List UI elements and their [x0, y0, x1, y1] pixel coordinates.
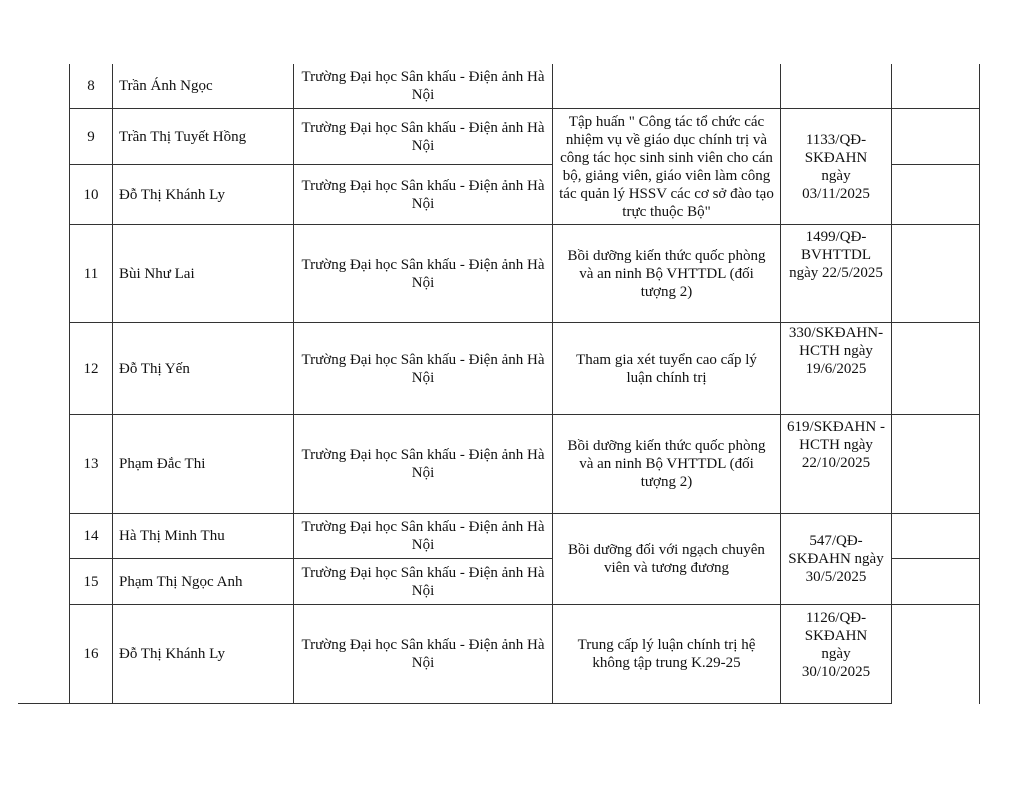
person-name: Bùi Như Lai	[119, 265, 195, 282]
row-number: 10	[83, 186, 99, 203]
school-name	[294, 225, 552, 322]
school-text: Trường Đại học Sân khấu - Điện ảnh Hà Nội	[301, 256, 545, 291]
decision-number	[781, 415, 891, 475]
decision-text: 1133/QĐ-SKĐAHN ngày 03/11/2025	[802, 131, 870, 202]
person-name: Trần Thị Tuyết Hồng	[119, 128, 247, 145]
school-name	[294, 165, 552, 224]
row-number: 8	[87, 78, 95, 94]
row-number: 16	[83, 646, 99, 662]
row-number: 13	[83, 456, 99, 472]
person-name: Đỗ Thị Khánh Ly	[119, 646, 225, 662]
training-content	[553, 605, 780, 703]
training-content-text: Bồi dưỡng kiến thức quốc phòng và an ninh Bộ VHTTDL (đối tượng 2)	[567, 438, 766, 490]
training-content-text: Bồi dưỡng kiến thức quốc phòng và an ninh Bộ VHTTDL (đối tượng 2)	[567, 247, 766, 300]
decision-number	[781, 109, 891, 224]
school-name	[294, 64, 552, 108]
person-name: Hà Thị Minh Thu	[119, 528, 225, 544]
training-content	[553, 323, 780, 414]
row-border-partial	[891, 558, 980, 559]
row-border-partial	[891, 164, 980, 165]
school-text: Trường Đại học Sân khấu - Điện ảnh Hà Nội	[301, 119, 545, 154]
decision-text: 1499/QĐ-BVHTTDL ngày 22/5/2025	[789, 229, 883, 281]
school-text: Trường Đại học Sân khấu - Điện ảnh Hà Nội	[301, 519, 545, 553]
decision-number	[781, 514, 891, 604]
person-name: Phạm Thị Ngọc Anh	[119, 573, 243, 590]
decision-number	[781, 225, 891, 285]
row-number: 15	[83, 573, 99, 590]
school-name	[294, 323, 552, 414]
decision-text: 547/QĐ-SKĐAHN ngày 30/5/2025	[788, 533, 884, 585]
training-content-text: Tham gia xét tuyển cao cấp lý luận chính trị	[576, 351, 757, 386]
training-content-text: Tập huấn " Công tác tổ chức các nhiệm vụ về giáo dục chính trị và công tác học sinh sinh viên cho cán bộ, giảng viên, giáo viên làm công tác quản lý HSSV các cơ sở đào tạo trực thuộc Bộ"	[559, 113, 774, 220]
decision-number	[781, 605, 891, 685]
col-border-right	[979, 64, 980, 704]
col-border-decision	[891, 64, 892, 704]
training-content	[553, 109, 780, 224]
decision-number	[781, 323, 891, 379]
training-content-text: Bồi dưỡng đối với ngạch chuyên viên và tương đương	[568, 542, 765, 576]
school-name	[294, 514, 552, 558]
decision-text: 1126/QĐ-SKĐAHN ngày 30/10/2025	[801, 610, 871, 680]
school-text: Trường Đại học Sân khấu - Điện ảnh Hà Nội	[301, 637, 545, 671]
person-name: Phạm Đắc Thi	[119, 456, 206, 472]
school-text: Trường Đại học Sân khấu - Điện ảnh Hà Nội	[301, 177, 545, 212]
row-number: 14	[83, 528, 99, 544]
decision-text: 619/SKĐAHN - HCTH ngày 22/10/2025	[787, 419, 885, 471]
training-content	[553, 514, 780, 604]
school-text: Trường Đại học Sân khấu - Điện ảnh Hà Nội	[301, 564, 545, 599]
school-text: Trường Đại học Sân khấu - Điện ảnh Hà Nội	[301, 447, 545, 481]
table-bottom-border	[18, 703, 892, 704]
training-content	[553, 225, 780, 322]
school-name	[294, 109, 552, 164]
school-name	[294, 415, 552, 513]
person-name: Đỗ Thị Khánh Ly	[119, 186, 225, 203]
decision-text: 330/SKĐAHN-HCTH ngày 19/6/2025	[788, 325, 884, 377]
row-number: 9	[87, 128, 95, 145]
school-name	[294, 605, 552, 703]
training-content	[553, 415, 780, 513]
person-name: Trần Ánh Ngọc	[119, 78, 213, 94]
school-name	[294, 559, 552, 604]
row-number: 11	[83, 265, 99, 282]
school-text: Trường Đại học Sân khấu - Điện ảnh Hà Nội	[301, 351, 545, 386]
training-content-text: Trung cấp lý luận chính trị hệ không tập trung K.29-25	[577, 637, 756, 671]
school-text: Trường Đại học Sân khấu - Điện ảnh Hà Nội	[301, 69, 545, 103]
person-name: Đỗ Thị Yến	[119, 360, 190, 377]
row-number: 12	[83, 360, 99, 377]
